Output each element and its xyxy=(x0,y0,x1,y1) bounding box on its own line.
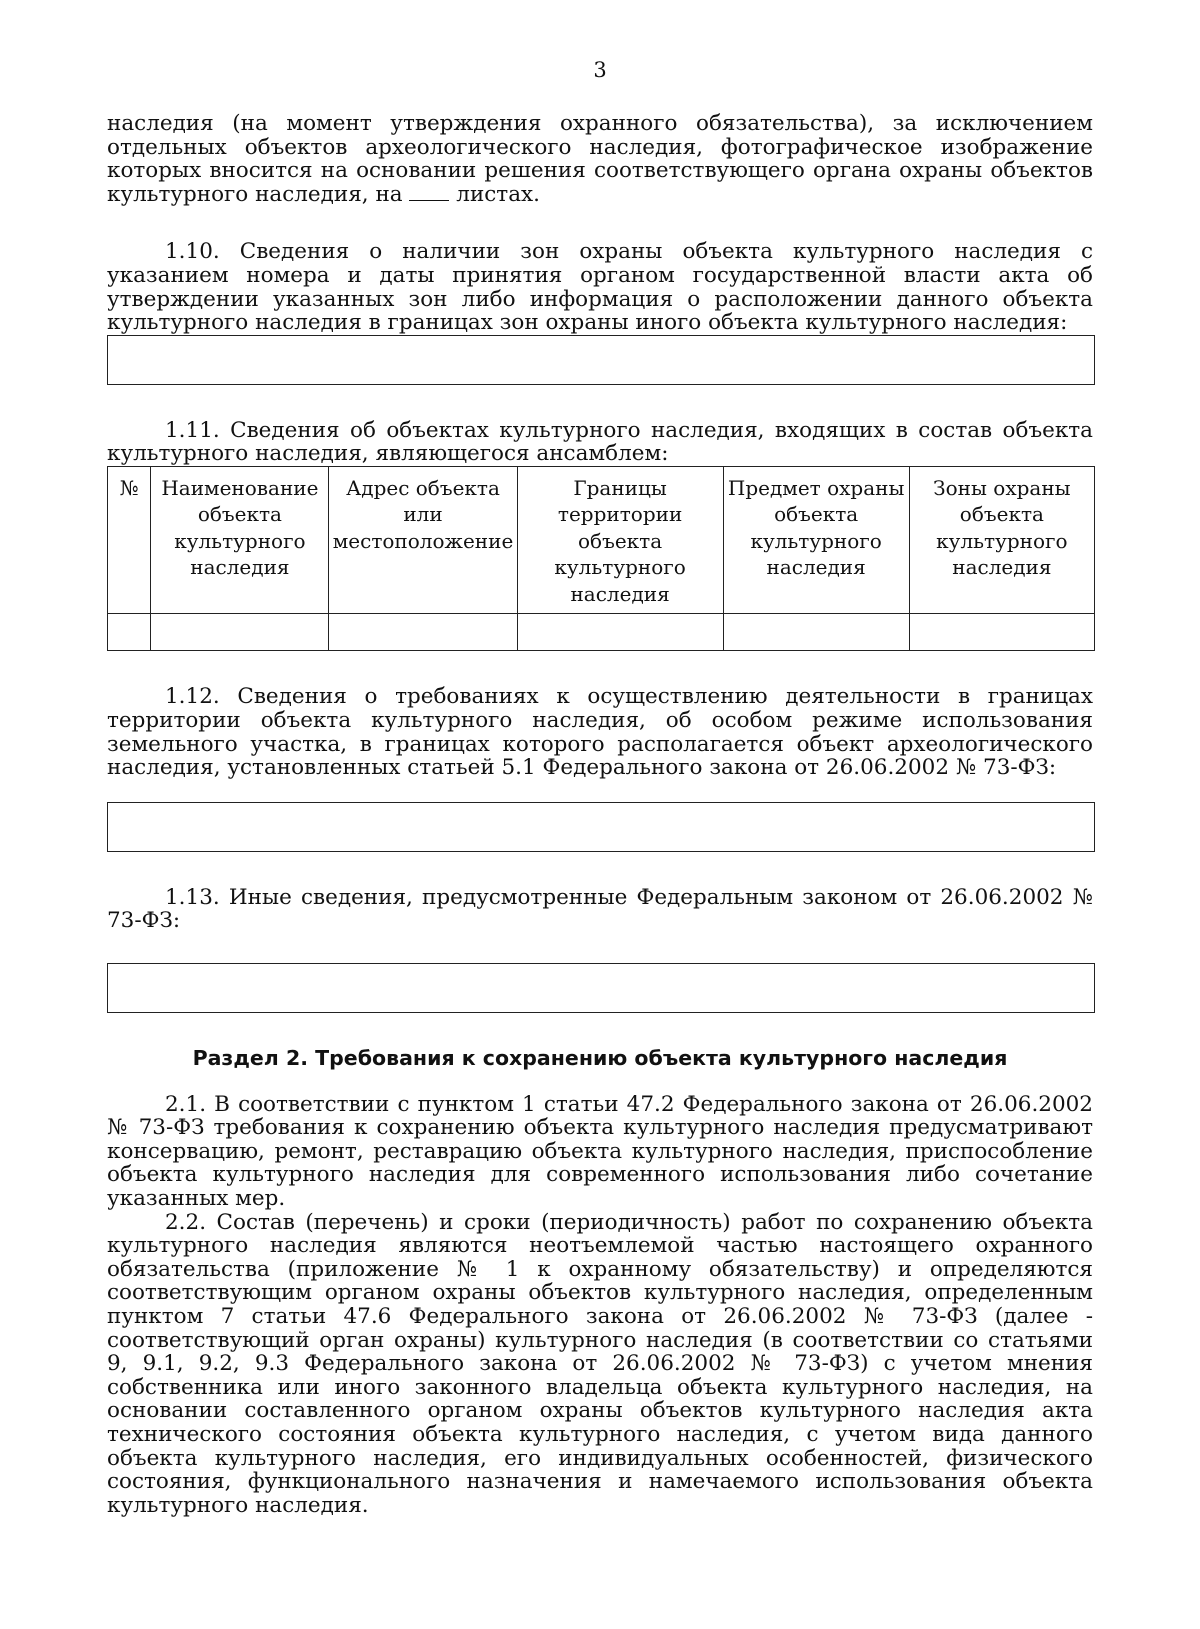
document-body xyxy=(107,112,1093,1517)
col-header-address: Адрес объекта или местоположение xyxy=(329,466,517,614)
paragraph-1-11: 1.11. Сведения об объектах культурного наследия, входящих в состав объекта культурного наследия, являющегося ансамблем: xyxy=(107,417,1093,467)
page-number: 3 xyxy=(593,58,607,82)
paragraph-2-2: 2.2. Состав (перечень) и сроки (периодичность) работ по сохранению объекта культурного наследия являются неотъемлемой частью настоящего охранного обязательства (приложение № 1 к охранному обязательству) и определяются соответствующим органом охраны объектов культурного наследия, определенным пунктом 7 статьи 47.6 Федерального закона от 26.06.2002 № 73-ФЗ (далее - соответствующий орган охраны) культурного наследия (в соответствии со статьями 9, 9.1, 9.2, 9.3 Федерального закона от 26.06.2002 № 73-ФЗ) с учетом мнения собственника или иного законного владельца объекта культурного наследия, на основании составленного органом охраны объектов культурного наследия акта технического состояния объекта культурного наследия, с учетом вида данного объекта культурного наследия, его индивидуальных особенностей, физического состояния, функционального назначения и намечаемого использования объекта культурного наследия. xyxy=(107,1209,1093,1518)
field-box-1-13[interactable] xyxy=(107,963,1095,1013)
table-header-row xyxy=(108,466,1095,614)
table-cell[interactable] xyxy=(909,614,1094,651)
table-cell[interactable] xyxy=(329,614,517,651)
col-header-subject: Предмет охраны объекта культурного наследия xyxy=(723,466,909,614)
field-box-1-12[interactable] xyxy=(107,802,1095,852)
paragraph-intro xyxy=(107,112,1093,206)
table-cell[interactable] xyxy=(151,614,329,651)
col-header-number: № xyxy=(108,466,151,614)
paragraph-2-1: 2.1. В соответствии с пунктом 1 статьи 47.2 Федерального закона от 26.06.2002 № 73-ФЗ требования к сохранению объекта культурного наследия предусматривают консервацию, ремонт, реставрацию объекта культурного наследия, приспособление объекта культурного наследия для современного использования либо сочетание указанных мер. xyxy=(107,1091,1093,1211)
table-cell[interactable] xyxy=(517,614,723,651)
col-header-name: Наименование объекта культурного наследия xyxy=(151,466,329,614)
col-header-zones: Зоны охраны объекта культурного наследия xyxy=(909,466,1094,614)
blank-line xyxy=(409,199,449,201)
intro-text: наследия (на момент утверждения охранного обязательства), за исключением отдельных объектов археологического наследия, фотографическое изображение которых вносится на основании решения соответствующего органа охраны объектов культурного наследия, на xyxy=(107,111,1093,207)
intro-end: листах. xyxy=(456,181,540,207)
table-row xyxy=(108,614,1095,651)
table-cell[interactable] xyxy=(723,614,909,651)
field-box-1-10[interactable] xyxy=(107,335,1095,385)
paragraph-1-12: 1.12. Сведения о требованиях к осуществлению деятельности в границах территории объекта культурного наследия, об особом режиме использования земельного участка, в границах которого располагается объект археологического наследия, установленных статьей 5.1 Федерального закона от 26.06.2002 № 73-ФЗ: xyxy=(107,684,1093,781)
ensemble-objects-table xyxy=(107,466,1095,652)
section-2-title: Раздел 2. Требования к сохранению объекта культурного наследия xyxy=(192,1046,1008,1070)
table-cell[interactable] xyxy=(108,614,151,651)
paragraph-1-10: 1.10. Сведения о наличии зон охраны объекта культурного наследия с указанием номера и даты принятия органом государственной власти акта об утверждении указанных зон либо информация о расположении данного объекта культурного наследия в границах зон охраны иного объекта культурного наследия: xyxy=(107,239,1093,336)
paragraph-1-13: 1.13. Иные сведения, предусмотренные Федеральным законом от 26.06.2002 № 73-ФЗ: xyxy=(107,884,1093,934)
col-header-boundaries: Границы территории объекта культурного наследия xyxy=(517,466,723,614)
